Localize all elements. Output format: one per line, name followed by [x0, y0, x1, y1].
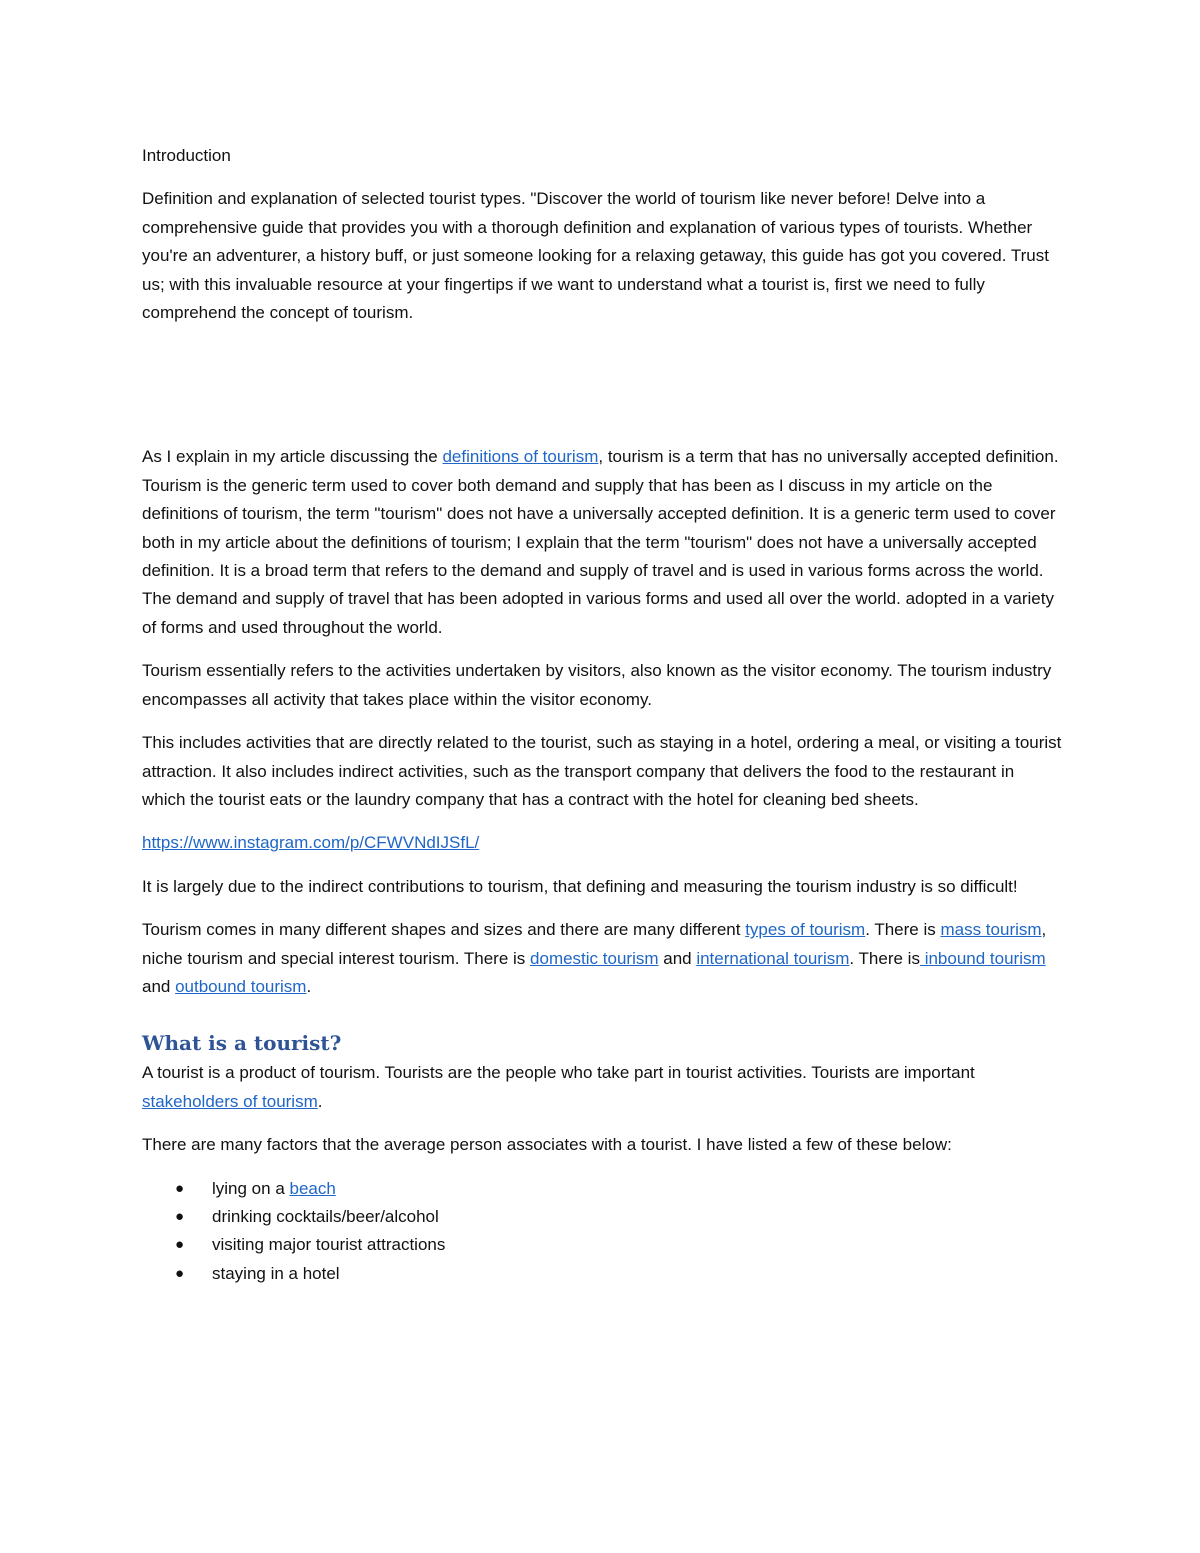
intro-heading: Introduction: [142, 146, 231, 165]
instagram-link-paragraph: [142, 829, 1062, 857]
definitions-of-tourism-link[interactable]: definitions of tourism: [442, 447, 599, 467]
instagram-link[interactable]: https://www.instagram.com/p/CFWVNdIJSfL/: [142, 833, 480, 853]
list-item: [142, 1203, 1062, 1231]
international-tourism-link[interactable]: international tourism: [696, 948, 850, 968]
bullet-icon: ●: [175, 1264, 185, 1282]
text-run: , niche tourism and special interest tourism. There is: [142, 920, 1047, 968]
text-run: and: [142, 976, 176, 996]
text-run: .: [317, 1091, 323, 1111]
tourist-definition-paragraph: [142, 1059, 1062, 1116]
list-item: [142, 1260, 1062, 1288]
text-run: lying on a: [212, 1178, 290, 1198]
text-run: As I explain in my article discussing the: [142, 447, 443, 467]
stakeholders-of-tourism-link[interactable]: stakeholders of tourism: [142, 1091, 318, 1111]
text-run: .: [306, 976, 312, 996]
text-run: staying in a hotel: [212, 1263, 340, 1283]
factors-paragraph: There are many factors that the average person associates with a tourist. I have listed a few of these below:: [142, 1135, 952, 1155]
activities-paragraph: This includes activities that are directly related to the tourist, such as staying in a hotel, ordering a meal, or visiting a tourist attraction. It also includes indirect activities, such as the transport company that delivers the food to the restaurant in which the tourist eats or the laundry company that has a contract with the hotel for cleaning bed sheets.: [142, 733, 1062, 809]
bullet-icon: ●: [175, 1236, 185, 1254]
text-run: Tourism comes in many different shapes and sizes and there are many different: [142, 920, 746, 940]
bullet-icon: ●: [175, 1179, 185, 1197]
mass-tourism-link[interactable]: mass tourism: [940, 920, 1042, 940]
inbound-tourism-link[interactable]: inbound tourism: [919, 948, 1046, 968]
list-item: [142, 1231, 1062, 1259]
text-run: drinking cocktails/beer/alcohol: [212, 1206, 439, 1226]
document-page: [142, 142, 1062, 1288]
visitor-economy-paragraph: Tourism essentially refers to the activities undertaken by visitors, also known as the visitor economy. The tourism industry encompasses all activity that takes place within the visitor economy.: [142, 661, 1052, 709]
text-run: . There is: [865, 920, 941, 940]
outbound-tourism-link[interactable]: outbound tourism: [175, 976, 307, 996]
types-of-tourism-paragraph: [142, 916, 1062, 1001]
indirect-contributions-paragraph: It is largely due to the indirect contributions to tourism, that defining and measuring the tourism industry is so difficult!: [142, 876, 1018, 896]
text-run: A tourist is a product of tourism. Tourists are the people who take part in tourist activities. Tourists are important: [142, 1063, 975, 1083]
bullet-icon: ●: [175, 1207, 185, 1225]
definitions-paragraph: [142, 443, 1062, 642]
what-is-a-tourist-heading: What is a tourist?: [142, 1031, 342, 1056]
blank-space: [142, 342, 1062, 443]
tourist-factors-list: [142, 1175, 1062, 1289]
text-run: visiting major tourist attractions: [212, 1235, 446, 1255]
beach-link[interactable]: beach: [289, 1178, 336, 1198]
text-run: . There is: [849, 948, 920, 968]
types-of-tourism-link[interactable]: types of tourism: [745, 920, 866, 940]
intro-paragraph: Definition and explanation of selected tourist types. "Discover the world of tourism like never before! Delve into a comprehensive guide that provides you with a thorough definition and explanation of various types of tourists. Whether you're an adventurer, a history buff, or just someone looking for a relaxing getaway, this guide has got you covered. Trust us; with this invaluable resource at your fingertips if we want to understand what a tourist is, first we need to fully comprehend the concept of tourism.: [142, 189, 1049, 323]
domestic-tourism-link[interactable]: domestic tourism: [530, 948, 659, 968]
text-run: , tourism is a term that has no universally accepted definition. Tourism is the generic term used to cover both demand and supply that has been as I discuss in my article on the definitions of tourism, the term "tourism" does not have a universally accepted definition. It is a generic term used to cover both in my article about the definitions of tourism; I explain that the term "tourism" does not have a universally accepted definition. It is a broad term that refers to the demand and supply of travel and is used in various forms across the world. The demand and supply of travel that has been adopted in various forms and used all over the world. adopted in a variety of forms and used throughout the world.: [142, 447, 1059, 637]
list-item: [142, 1175, 1062, 1203]
text-run: and: [658, 948, 697, 968]
